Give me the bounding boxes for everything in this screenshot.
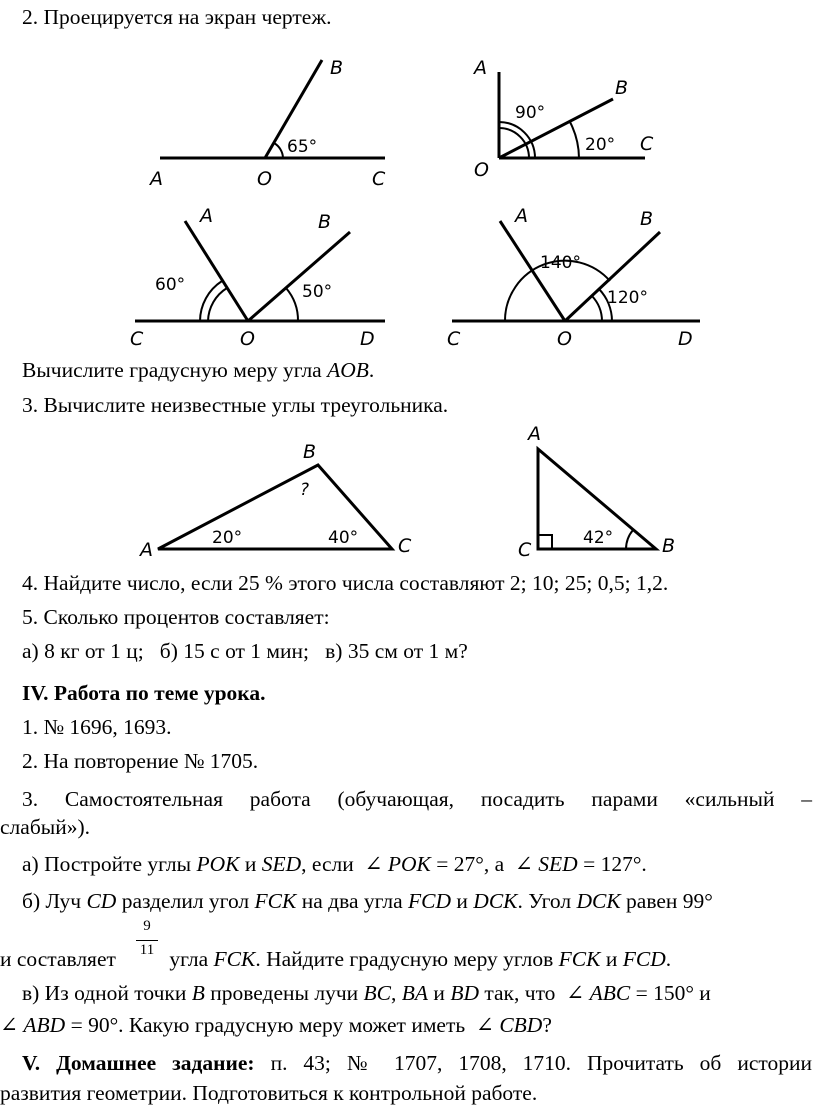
- homework-line2: развития геометрии. Подготовиться к контрольной работе.: [0, 1081, 538, 1105]
- fig1-label-a: A: [150, 168, 163, 190]
- fig2-label-c: C: [640, 133, 654, 155]
- compute-aob-line: Вычислите градусную меру угла AOB.: [22, 358, 375, 382]
- tri2-angle-b: 42°: [583, 528, 614, 548]
- fraction-denominator: 11: [139, 942, 155, 958]
- tri1-angle-a: 20°: [212, 528, 243, 548]
- tri1-label-c: C: [398, 535, 412, 557]
- figure-3-angles: [135, 221, 385, 321]
- fraction-bar: [136, 940, 158, 941]
- subtask-v-line1: в) Из одной точки B проведены лучи BC, BA и BD так, что ∠ ABC = 150° и: [22, 981, 711, 1005]
- fig4-label-c: C: [447, 328, 461, 350]
- fig1-label-b: B: [330, 57, 344, 79]
- homework-line1: V. Домашнее задание: п. 43; № 1707, 1708, 1710. Прочитать об истории: [22, 1051, 812, 1075]
- fig1-label-o: O: [257, 168, 272, 190]
- tri2-label-c: C: [518, 539, 532, 560]
- tri2-label-b: B: [662, 535, 676, 557]
- task-5-parts: а) 8 кг от 1 ц; б) 15 с от 1 мин; в) 35 см от 1 м?: [22, 639, 468, 663]
- fig4-label-b: B: [640, 208, 654, 230]
- fig4-label-d: D: [678, 328, 693, 350]
- fig3-label-d: D: [360, 328, 375, 350]
- subtask-a: а) Постройте углы POK и SED, если ∠ POK = 27°, а ∠ SED = 127°.: [22, 852, 647, 876]
- tri1-label-b: B: [303, 441, 317, 463]
- subtask-b-line1: б) Луч CD разделил угол FCK на два угла FCD и DCK. Угол DCK равен 99°: [22, 889, 713, 913]
- figure-1-straight-angle: [160, 60, 385, 158]
- fraction-numerator: 9: [143, 918, 151, 934]
- work-item-1: 1. № 1696, 1693.: [22, 715, 172, 739]
- subtask-b-line2: угла FCK. Найдите градусную меру углов FCK и FCD.: [164, 947, 672, 971]
- fig3-angle-right: 50°: [302, 282, 333, 302]
- tri2-label-a: A: [528, 423, 541, 445]
- fig4-label-o: O: [557, 328, 572, 350]
- fig3-angle-left: 60°: [155, 275, 186, 295]
- subtask-v-line2: ∠ ABD = 90°. Какую градусную меру может иметь ∠ CBD?: [0, 1013, 552, 1037]
- tri1-label-a: A: [140, 539, 153, 560]
- subtask-b-line2-left: и составляет: [0, 947, 122, 971]
- task-3: 3. Вычислите неизвестные углы треугольника.: [22, 393, 449, 417]
- fig4-label-a: A: [515, 205, 528, 227]
- fig2-label-o: O: [474, 159, 489, 181]
- fig3-label-o: O: [240, 328, 255, 350]
- fig3-label-a: A: [200, 205, 213, 227]
- section-iv-heading: IV. Работа по теме урока.: [22, 681, 266, 705]
- work-item-3-line1: 3. Самостоятельная работа (обучающая, посадить парами «сильный –: [22, 787, 812, 811]
- work-item-2: 2. На повторение № 1705.: [22, 749, 259, 773]
- fig1-label-c: C: [372, 168, 386, 190]
- fig2-angle-aoc: 90°: [515, 103, 546, 123]
- fig2-angle-boc: 20°: [585, 135, 616, 155]
- task-5: 5. Сколько процентов составляет:: [22, 605, 330, 629]
- fig4-angle-140: 140°: [540, 253, 581, 273]
- tri1-angle-c: 40°: [328, 528, 359, 548]
- fig4-angle-120: 120°: [607, 288, 648, 308]
- fig2-label-b: B: [615, 77, 629, 99]
- fig2-label-a: A: [474, 57, 487, 79]
- work-item-3-line2: слабый»).: [0, 815, 90, 839]
- fig1-angle-value: 65°: [287, 137, 318, 157]
- fig3-label-c: C: [130, 328, 144, 350]
- task-2-heading: 2. Проецируется на экран чертеж.: [22, 5, 332, 29]
- fig3-label-b: B: [318, 211, 332, 233]
- tri1-angle-b-unknown: ?: [300, 480, 310, 500]
- task-4: 4. Найдите число, если 25 % этого числа составляют 2; 10; 25; 0,5; 1,2.: [22, 571, 669, 595]
